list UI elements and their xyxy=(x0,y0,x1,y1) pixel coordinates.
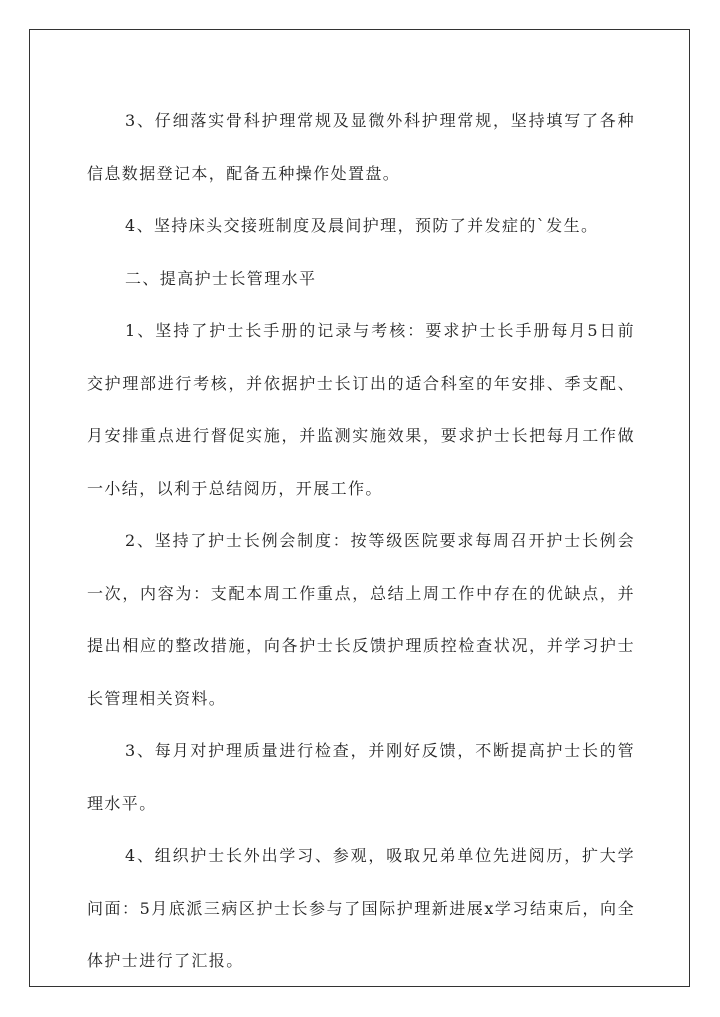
paragraph-item-3-routine: 3、仔细落实骨科护理常规及显微外科护理常规，坚持填写了各种信息数据登记本，配备五种操作处置盘。 xyxy=(87,111,635,183)
paragraph-item-1-handbook: 1、坚持了护士长手册的记录与考核：要求护士长手册每月5日前交护理部进行考核，并依据护士长订出的适合科室的年安排、季支配、月安排重点进行督促实施，并监测实施效果，要求护士长把每月工作做一小结，以利于总结阅历，开展工作。 xyxy=(87,321,635,498)
document-body xyxy=(87,95,635,988)
paragraph-item-4-handover: 4、坚持床头交接班制度及晨间护理，预防了并发症的`发生。 xyxy=(125,216,599,235)
paragraph-item-4-study: 4、组织护士长外出学习、参观，吸取兄弟单位先进阅历，扩大学问面：5月底派三病区护士长参与了国际护理新进展x学习结束后，向全体护士进行了汇报。 xyxy=(87,846,635,970)
section-heading: 二、提高护士长管理水平 xyxy=(125,268,317,288)
paragraph-item-3-inspection: 3、每月对护理质量进行检查，并刚好反馈，不断提高护士长的管理水平。 xyxy=(87,741,635,813)
paragraph-item-2-meeting: 2、坚持了护士长例会制度：按等级医院要求每周召开护士长例会一次，内容为：支配本周工作重点，总结上周工作中存在的优缺点，并提出相应的整改措施，向各护士长反馈护理质控检查状况，并学习护士长管理相关资料。 xyxy=(87,531,635,708)
